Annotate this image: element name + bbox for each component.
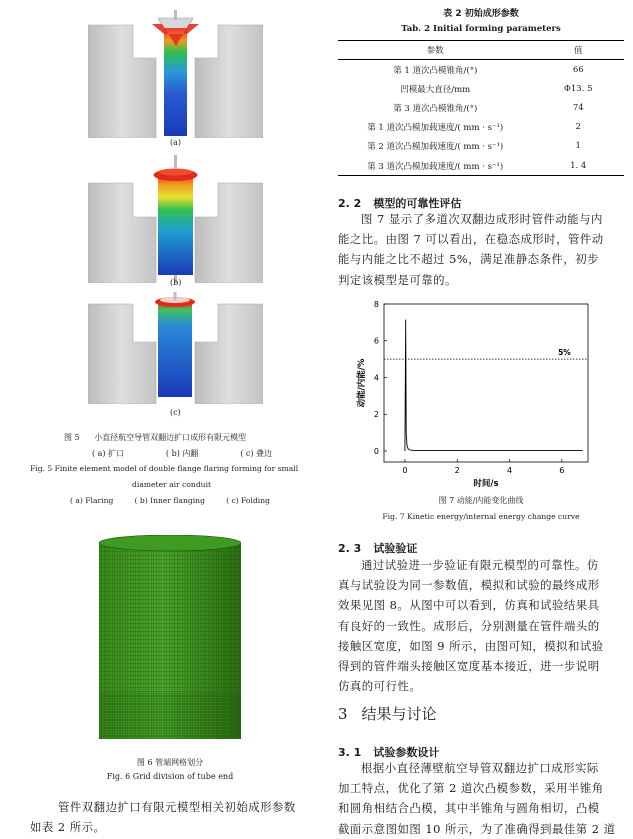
paragraph-line: 仿真的可行性。 xyxy=(338,679,422,694)
paragraph-line: 真与试验设为同一参数值，模拟和试验的最终成形 xyxy=(338,578,600,593)
section-number: 2. 2 xyxy=(338,197,362,210)
section-number: 2. 3 xyxy=(338,542,362,555)
table-cell: 第 3 道次凸模加载速度/( mm · s⁻¹) xyxy=(338,156,532,176)
x-tick-label: 0 xyxy=(402,466,408,475)
table-cell: Φ13. 5 xyxy=(563,83,593,94)
table2-header-param: 参数 xyxy=(338,41,532,60)
fig5-sub-en-c: ( c) Folding xyxy=(226,496,270,505)
section-3-1-body xyxy=(338,758,630,839)
fig5-title-cn: 小直径航空导管双翻边扩口成形有限元模型 xyxy=(94,433,247,442)
paragraph-line: 得到的管件端头接触区宽度基本接近，进一步说明 xyxy=(338,659,600,674)
table-cell: 凹模最大直径/mm xyxy=(400,84,471,95)
table-cell: 第 3 道次凸模锥角/(°) xyxy=(393,103,478,114)
x-axis-label: 时间/s xyxy=(473,479,499,489)
fig5-sub-cn-a: ( a) 扩口 xyxy=(92,449,125,458)
table2-title-en: Tab. 2 Initial forming parameters xyxy=(401,24,561,34)
paragraph-line: 通过试验进一步验证有限元模型的可靠性。仿 xyxy=(361,558,599,572)
fig5b-label: (b) xyxy=(170,278,182,287)
annotation-5pct: 5% xyxy=(558,348,571,358)
section-title: 模型的可靠性评估 xyxy=(373,197,462,210)
series-line xyxy=(405,320,583,451)
paragraph-line: 根据小直径薄壁航空导管双翻边扩口成形实际 xyxy=(361,761,599,775)
table-row xyxy=(338,60,624,80)
fig5c-fea-model xyxy=(88,292,263,404)
fig5-caption-en-2: diameter air conduit xyxy=(132,480,212,489)
table2 xyxy=(338,40,624,176)
table-cell: 1. 4 xyxy=(532,156,624,176)
table-cell: 1 xyxy=(575,141,581,152)
fig5-sub-cn-c: ( c) 叠边 xyxy=(240,449,272,458)
table-row xyxy=(338,156,624,176)
section-number: 3. 1 xyxy=(338,746,362,759)
section-title: 试验验证 xyxy=(373,542,418,555)
chart-axes xyxy=(356,300,588,489)
x-tick-label: 4 xyxy=(506,466,513,475)
y-tick-label: 8 xyxy=(373,300,379,309)
fig6-caption-cn: 图 6 管端网格划分 xyxy=(136,758,204,767)
fig7-caption-cn: 图 7 动能/内能变化曲线 xyxy=(438,496,524,505)
section-2-3-body xyxy=(338,555,630,696)
section-2-2-body xyxy=(338,209,630,290)
left-paragraph-line-1: 管件双翻边扩口有限元模型相关初始成形参数 xyxy=(58,800,296,814)
fig5-sub-en-b: ( b) Inner flanging xyxy=(134,496,205,505)
table-row xyxy=(338,79,624,98)
table-cell: 66 xyxy=(572,64,584,75)
table-cell: 第 2 道次凸模加载速度/( mm · s⁻¹) xyxy=(367,142,504,153)
fig5-sub-cn xyxy=(92,448,272,459)
fig5-caption-en-1: Fig. 5 Finite element model of double flange flaring forming for small xyxy=(30,464,299,473)
paragraph-line: 加工特点，优化了第 2 道次凸模参数，采用半锥角 xyxy=(338,781,604,796)
fig5b-fea-model xyxy=(88,155,263,283)
fig5-sub-en-a: ( a) Flaring xyxy=(70,496,114,505)
paragraph-line: 截面示意图如图 10 所示，为了准确得到最佳第 2 道 xyxy=(338,821,616,836)
fig6-caption-en: Fig. 6 Grid division of tube end xyxy=(106,772,234,781)
section-title: 试验参数设计 xyxy=(373,746,440,759)
paragraph-line: 有良好的一致性。成形后，分别测量在管件端头的 xyxy=(338,618,600,633)
fig5-number-cn: 图 5 xyxy=(64,433,80,442)
paragraph-line: 接触区宽度，如图 9 所示，由图可知，模拟和试验 xyxy=(338,638,604,653)
fig5a-label: (a) xyxy=(170,138,182,147)
fig5-caption-cn xyxy=(64,432,246,443)
paragraph-line: 图 7 显示了多道次双翻边成形时管件动能与内 xyxy=(361,212,603,226)
fig7-caption-en: Fig. 7 Kinetic energy/internal energy change curve xyxy=(382,512,580,521)
section-3-heading xyxy=(338,703,437,724)
x-tick-label: 2 xyxy=(454,466,460,475)
table-cell: 74 xyxy=(572,102,584,113)
table2-header-value: 值 xyxy=(532,41,624,60)
y-tick-label: 0 xyxy=(373,446,379,456)
table-row xyxy=(338,137,624,156)
paragraph-line: 判定该模型是可靠的。 xyxy=(338,272,457,287)
fig5c-label: (c) xyxy=(170,408,181,417)
table2-title-cn: 表 2 初始成形参数 xyxy=(443,9,519,19)
y-tick-label: 4 xyxy=(373,373,379,383)
x-tick-label: 6 xyxy=(559,466,565,475)
section-title: 结果与讨论 xyxy=(361,705,437,723)
fig7-chart xyxy=(352,290,596,490)
paragraph-line: 能之比。由图 7 可以看出，在稳态成形时，管件动 xyxy=(338,232,604,247)
fig5a-fea-model xyxy=(88,10,263,138)
section-2-3-heading xyxy=(338,537,417,556)
table-cell: 第 1 道次凸模锥角/(°) xyxy=(393,65,478,76)
chart-marks xyxy=(384,320,588,451)
y-tick-label: 6 xyxy=(373,336,379,346)
fig5-sub-en xyxy=(70,496,270,505)
paragraph-line: 效果见图 8。从图中可以看到，仿真和试验结果具 xyxy=(338,598,600,613)
section-number: 3 xyxy=(338,705,348,723)
y-axis-label: 动能/内能/% xyxy=(357,358,367,408)
left-paragraph-line-2: 如表 2 所示。 xyxy=(30,820,106,834)
fig5-sub-cn-b: ( b) 内翻 xyxy=(165,449,199,458)
table-row xyxy=(338,118,624,137)
paragraph-line: 和圆角相结合凸模，其中半锥角与圆角相切，凸模 xyxy=(338,801,600,816)
table-cell: 第 1 道次凸模加载速度/( mm · s⁻¹) xyxy=(367,123,504,134)
plot-frame xyxy=(384,304,588,462)
paragraph-line: 能与内能之比不超过 5%，满足准静态条件，初步 xyxy=(338,252,600,267)
table-cell: 2 xyxy=(575,122,581,133)
table2-header-row xyxy=(338,41,624,60)
table-row xyxy=(338,98,624,117)
fig6-mesh-image xyxy=(99,535,241,739)
y-tick-label: 2 xyxy=(373,410,379,420)
